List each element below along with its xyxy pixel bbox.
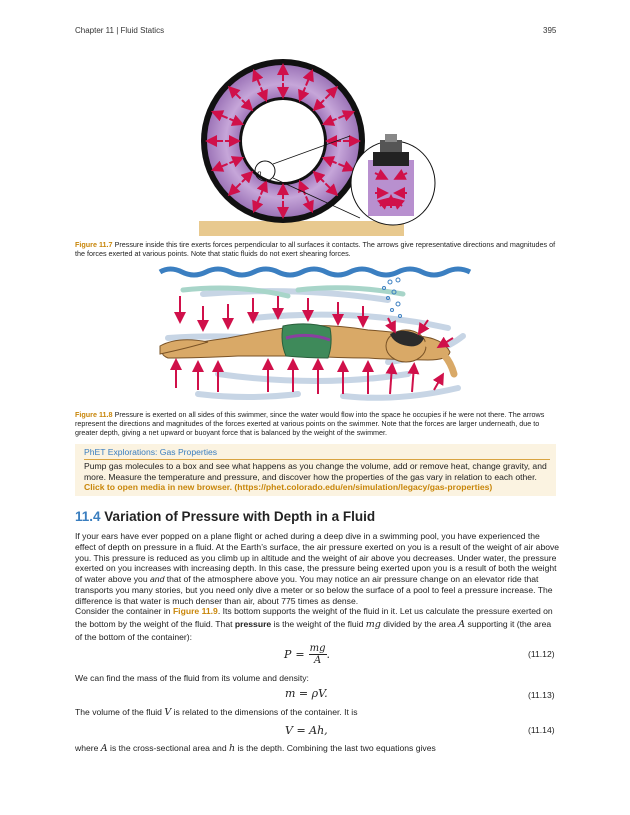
paragraph-combine: where A is the cross-sectional area and h is the depth. Combining the last two equations gives bbox=[75, 743, 436, 754]
section-number: 11.4 bbox=[75, 509, 101, 524]
upward-force-arrow bbox=[390, 366, 392, 394]
upward-force-arrow bbox=[412, 366, 414, 392]
svg-text:n: n bbox=[257, 169, 262, 178]
equation-number: (11.12) bbox=[528, 649, 555, 659]
paragraph-depth-intro: If your ears have ever popped on a plane flight or ached during a deep dive in a swimming pool, you have experienced the effect of depth on pressure in a fluid. At the Earth’s surface, the air pressure exerted on you is a result of the weight of air above you. This pressure is reduced as you climb up in altitude and the weight of air above you decreases. Under water, the pressure exerted on you increases with increasing depth. In this case, the pressure being exerted upon you is a result of both the weight of water above you and that of the atmosphere above you. You may notice an air pressure change on an elevator ride that transports you many stories, but you need only dive a meter or so below the surface of a pool to feel a pressure increase. The difference is that water is much denser than air, about 775 times as dense. bbox=[75, 531, 560, 606]
var-A: A bbox=[458, 618, 466, 630]
upward-force-arrow bbox=[434, 376, 442, 390]
tire-hole bbox=[242, 100, 324, 182]
figure-label: Figure 11.7 bbox=[75, 240, 113, 249]
section-title: Variation of Pressure with Depth in a Fluid bbox=[104, 509, 376, 524]
ground-surface bbox=[199, 221, 404, 236]
phet-title: PhET Explorations: Gas Properties bbox=[84, 447, 218, 457]
caption-text: Pressure is exerted on all sides of this swimmer, since the water would flow into the space he occupies if he were not there. The arrows represent the directions and magnitudes of the forces exerted at various points on the swimmer. Note that the forces are larger underneath, due to greater depth, giving a net upward or buoyant force that is balanced by the weight of the swimmer. bbox=[75, 410, 545, 437]
phet-description: Pump gas molecules to a box and see what happens as you change the volume, add or remove heat, change gravity, and more. Measure the temperature and pressure, and discover how the properties of the gas vary in relation to each other. bbox=[84, 461, 547, 482]
page-number: 395 bbox=[543, 26, 557, 35]
figure-label: Figure 11.8 bbox=[75, 410, 113, 419]
swim-trunks bbox=[282, 324, 331, 358]
phet-body bbox=[84, 461, 549, 493]
equation-number: (11.13) bbox=[528, 690, 555, 700]
equation-11-12: P = $\frac{mg}{A}$ . bbox=[284, 643, 331, 666]
water-surface bbox=[160, 269, 470, 275]
phet-exploration-box bbox=[75, 444, 556, 496]
equation-11-13: m = ρV. bbox=[285, 687, 328, 700]
tire-figure bbox=[195, 58, 440, 238]
paragraph-container: Consider the container in Figure 11.9. Its bottom supports the weight of the fluid in it. Let us calculate the pressure exerted on the bottom by the weight of the fluid. That pressure is the weight of the fluid mg divided by the area A supporting it (the area of the bottom of the container): bbox=[75, 606, 553, 642]
phet-media-link[interactable]: Click to open media in new browser. (https://phet.colorado.edu/en/simulation/legacy/gas-properties) bbox=[84, 482, 493, 492]
section-heading bbox=[75, 509, 375, 524]
paragraph-volume: The volume of the fluid V is related to the dimensions of the container. It is bbox=[75, 707, 358, 718]
equation-number: (11.14) bbox=[528, 725, 555, 735]
equation-11-14: V = Ah, bbox=[285, 724, 328, 737]
running-header-chapter: Chapter 11 | Fluid Statics bbox=[75, 26, 165, 35]
swimmer-figure bbox=[158, 266, 476, 406]
var-mg: mg bbox=[365, 618, 381, 630]
figure-11-7-caption bbox=[75, 240, 560, 258]
paragraph-mass: We can find the mass of the fluid from its volume and density: bbox=[75, 673, 309, 683]
caption-text: Pressure inside this tire exerts forces perpendicular to all surfaces it contacts. The arrows give representative directions and magnitudes of the forces exerted at various points. Note that static fluids do not exert shearing forces. bbox=[75, 240, 556, 258]
figure-11-8-caption bbox=[75, 410, 560, 437]
figure-11-9-link[interactable]: Figure 11.9 bbox=[172, 606, 218, 616]
